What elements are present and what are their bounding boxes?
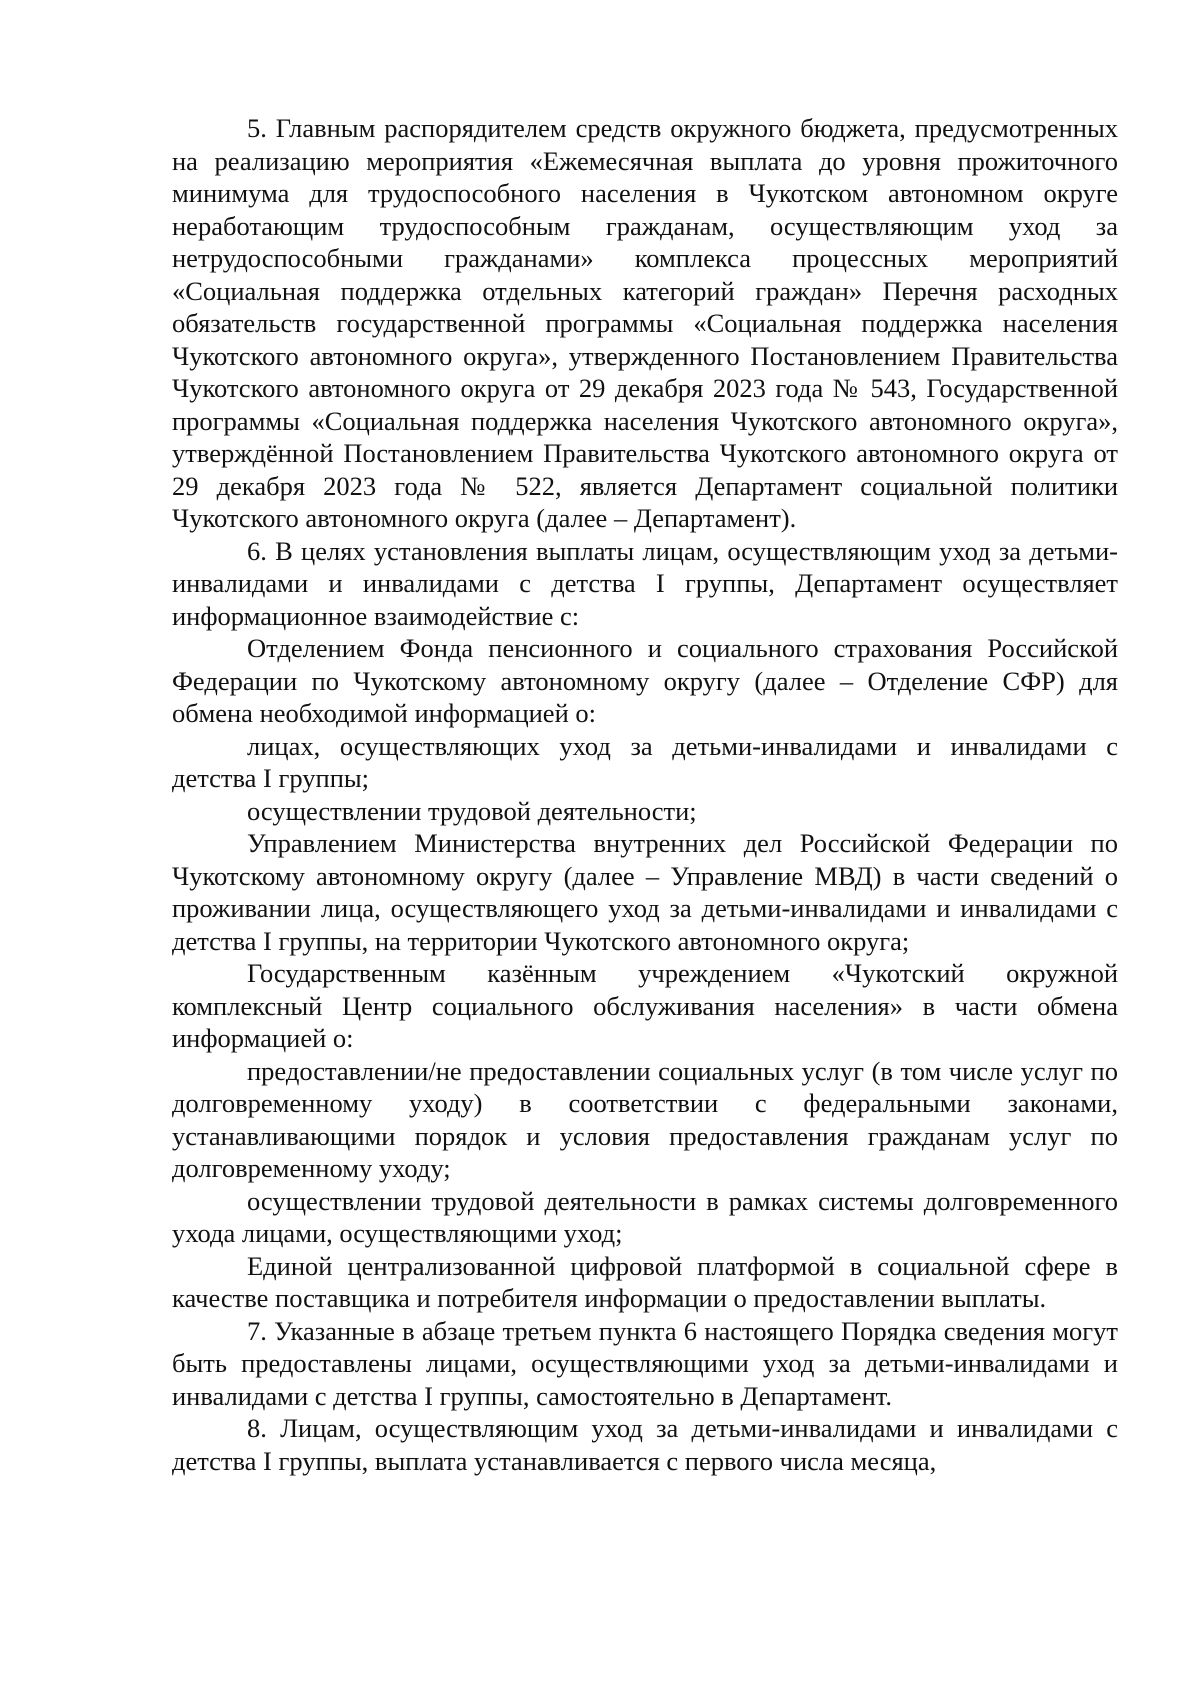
paragraph-item-6: 6. В целях установления выплаты лицам, осуществляющим уход за детьми-инвалидами и инвалидами с детства I группы, Департамент осуществляет информационное взаимодействие с: — [172, 535, 1118, 631]
paragraph-social-center-interaction: Государственным казённым учреждением «Чукотский окружной комплексный Центр социального обслуживания населения» в части обмена информацией о: — [172, 958, 1118, 1053]
paragraph-employment: осуществлении трудовой деятельности; — [247, 795, 697, 826]
paragraph-item-7: 7. Указанные в абзаце третьем пункта 6 настоящего Порядка сведения могут быть предоставлены лицами, осуществляющими уход за детьми-инвалидами и инвалидами с детства I группы, самостоятельно в Департамент. — [172, 1315, 1118, 1411]
paragraph-sfr-interaction: Отделением Фонда пенсионного и социального страхования Российской Федерации по Чукотскому автономному округу (далее – Отделение СФР) для обмена необходимой информацией о: — [172, 633, 1118, 728]
paragraph-caregivers: лицах, осуществляющих уход за детьми-инвалидами и инвалидами с детства I группы; — [172, 730, 1118, 793]
paragraph-long-term-care-work: осуществлении трудовой деятельности в рамках системы долговременного ухода лицами, осуществляющими уход; — [172, 1185, 1118, 1248]
paragraph-item-8: 8. Лицам, осуществляющим уход за детьми-инвалидами и инвалидами с детства I группы, выплата устанавливается с первого числа месяца, — [172, 1413, 1118, 1476]
paragraph-social-services: предоставлении/не предоставлении социальных услуг (в том числе услуг по долговременному уходу) в соответствии с федеральными законами, устанавливающими порядок и условия предоставления гражданам услуг по долговременному уходу; — [172, 1055, 1118, 1183]
paragraph-mvd-interaction: Управлением Министерства внутренних дел Российской Федерации по Чукотскому автономному округу (далее – Управление МВД) в части сведений о проживании лица, осуществляющего уход за детьми-инвалидами и инвалидами с детства I группы, на территории Чукотского автономного округа; — [172, 828, 1118, 956]
paragraph-item-5: 5. Главным распорядителем средств окружного бюджета, предусмотренных на реализацию мероприятия «Ежемесячная выплата до уровня прожиточного минимума для трудоспособного населения в Чукотском автономном округе неработающим трудоспособным гражданам, осуществляющим уход за нетрудоспособными гражданами» комплекса процессных мероприятий «Социальная поддержка отдельных категорий граждан» Перечня расходных обязательств государственной программы «Социальная поддержка населения Чукотского автономного округа», утвержденного Постановлением Правительства Чукотского автономного округа от 29 декабря 2023 года № 543, Государственной программы «Социальная поддержка населения Чукотского автономного округа», утверждённой Постановлением Правительства Чукотского автономного округа от 29 декабря 2023 года № 522, является Департамент социальной политики Чукотского автономного округа (далее – Департамент). — [172, 113, 1118, 533]
document-page — [172, 112, 1118, 1477]
paragraph-digital-platform: Единой централизованной цифровой платформой в социальной сфере в качестве поставщика и потребителя информации о предоставлении выплаты. — [172, 1250, 1118, 1313]
